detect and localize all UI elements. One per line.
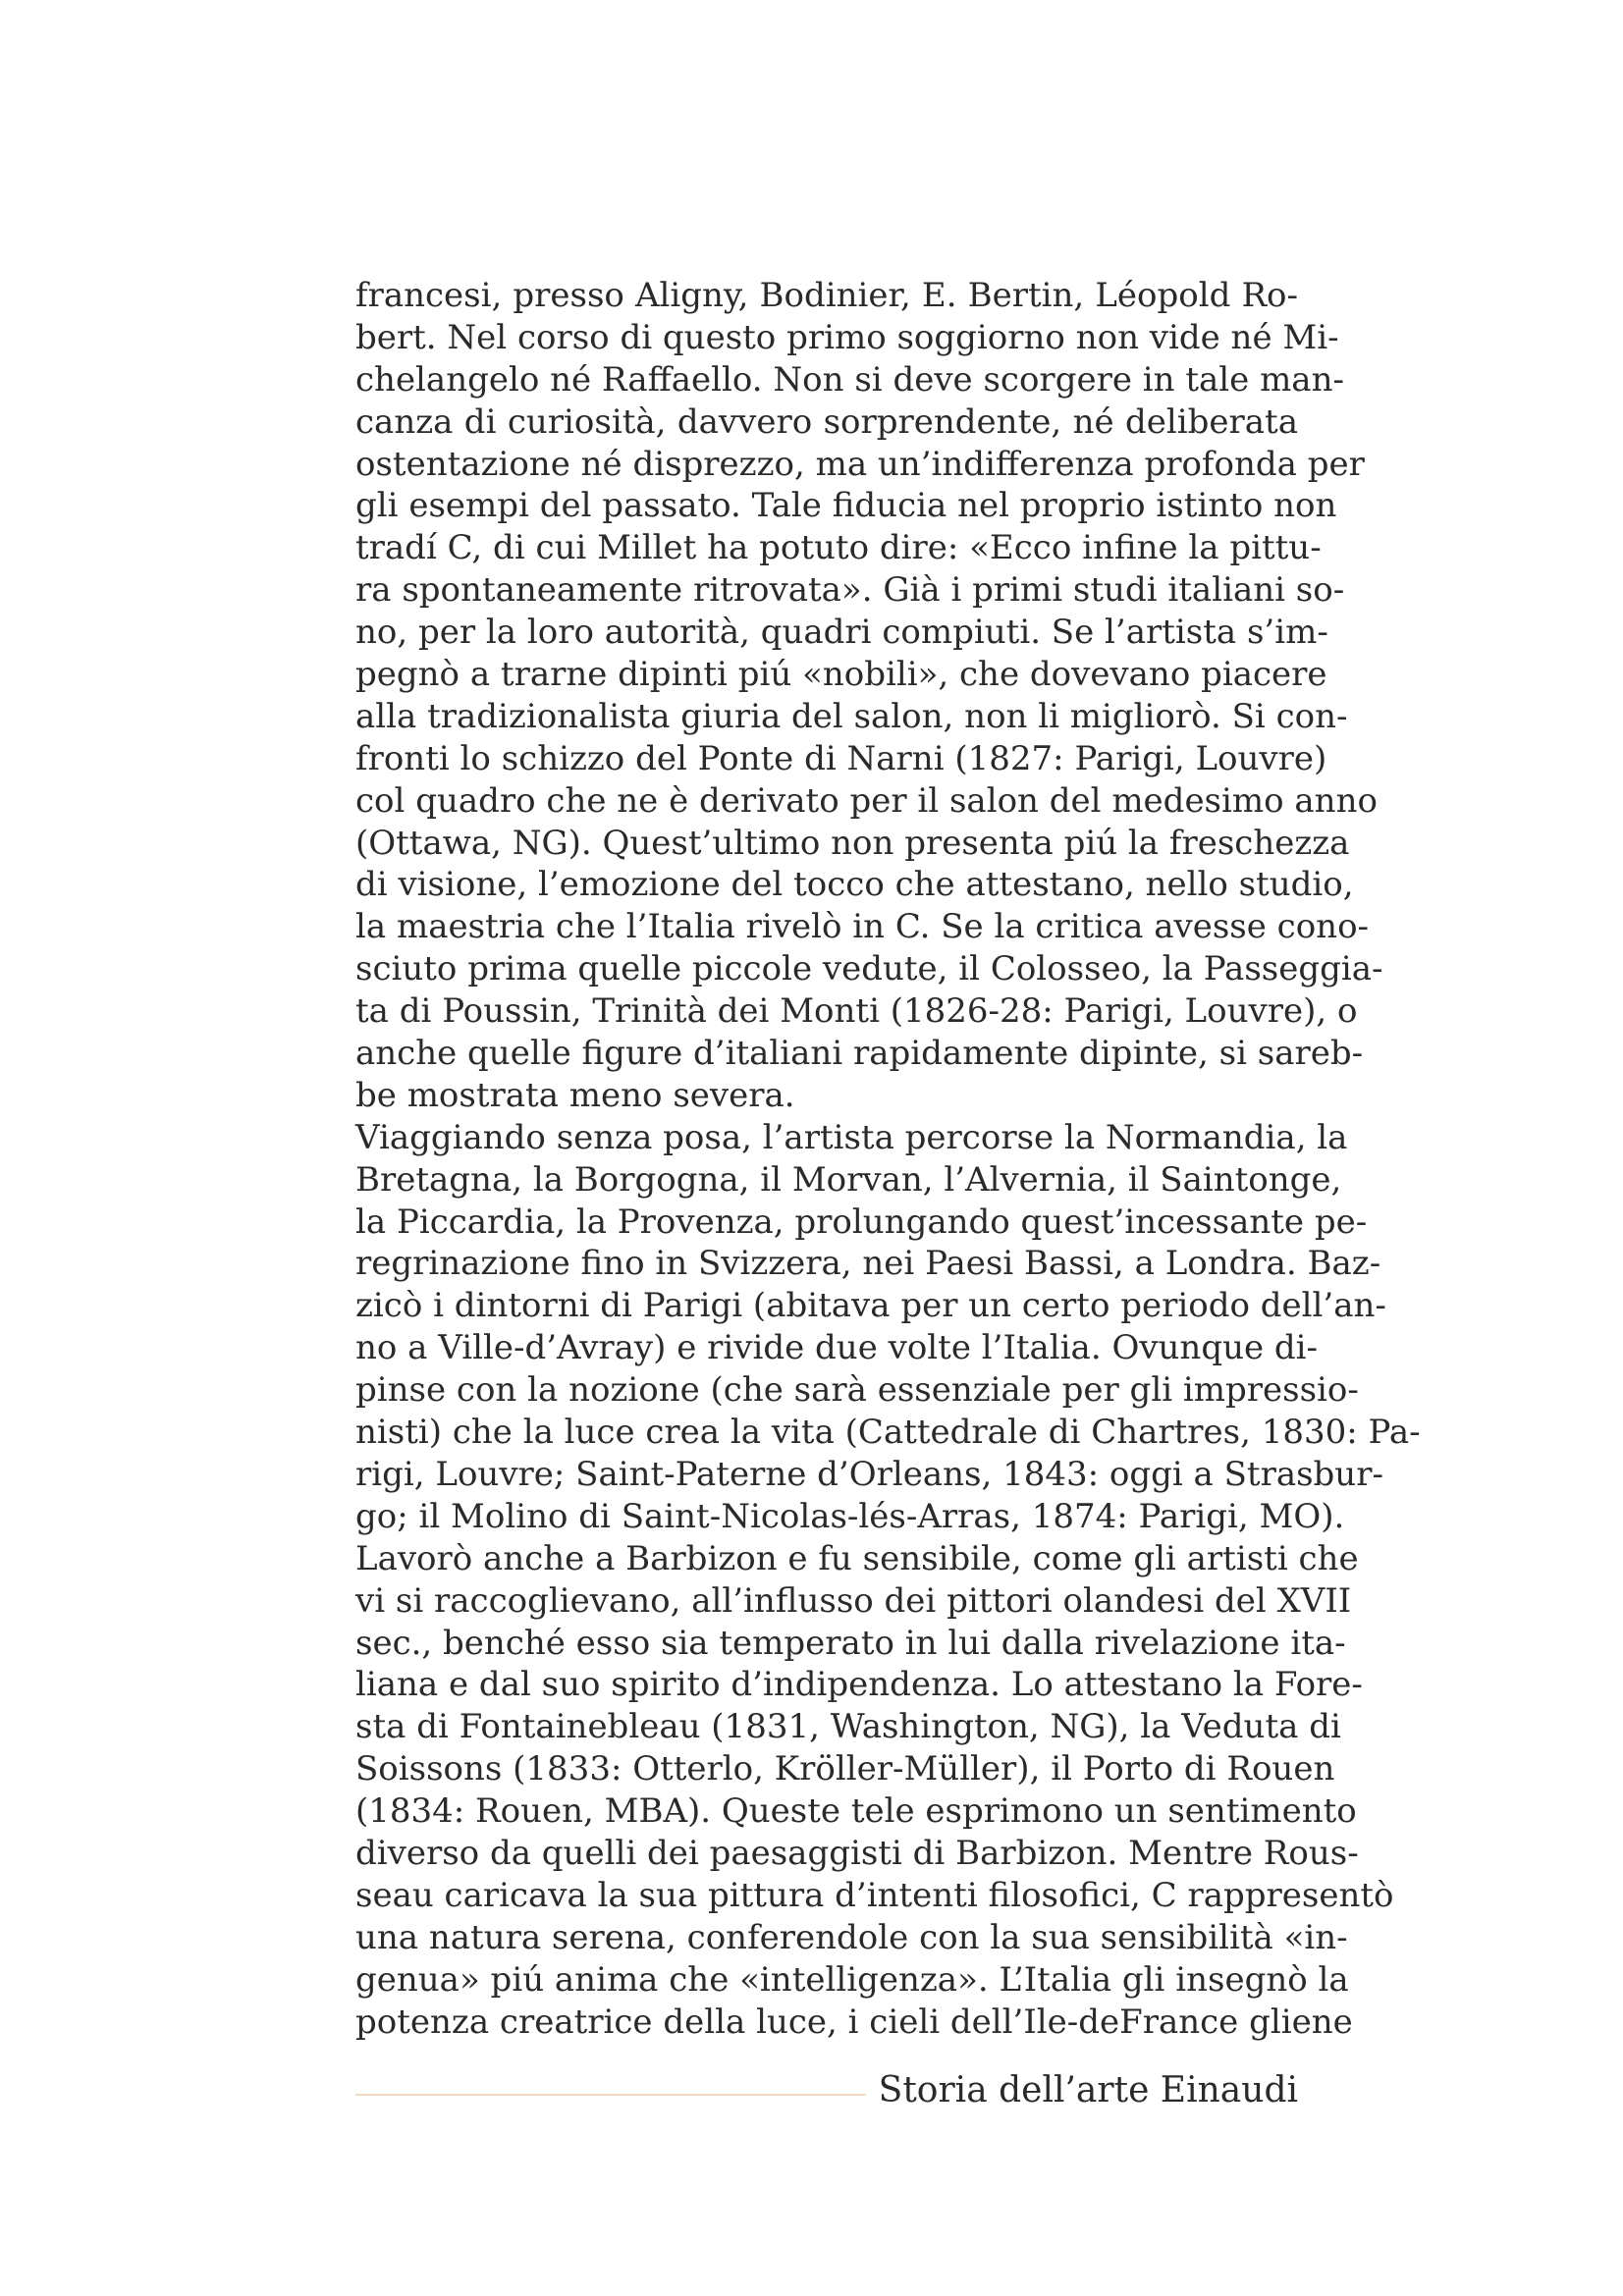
page-footer [355,2066,1298,2115]
text-line: col quadro che ne è derivato per il salon del medesimo anno [355,780,1378,821]
text-line: francesi, presso Aligny, Bodinier, E. Bertin, Léopold Ro- [355,276,1298,315]
text-line: fronti lo schizzo del Ponte di Narni (1827: Parigi, Louvre) [355,738,1327,778]
text-line: (Ottawa, NG). Quest’ultimo non presenta piú la freschezza [355,823,1350,863]
footer-publisher-text: Storia dell’arte Einaudi [878,2070,1298,2110]
text-line: nisti) che la luce crea la vita (Cattedrale di Chartres, 1830: Pa- [355,1413,1421,1453]
text-line: la Piccardia, la Provenza, prolungando quest’incessante pe- [355,1201,1368,1242]
text-line: pegnò a trarne dipinti piú «nobili», che dovevano piacere [355,655,1327,695]
text-line: vi si raccoglievano, all’influsso dei pittori olandesi del XVII [355,1580,1352,1621]
text-line: diverso da quelli dei paesaggisti di Barbizon. Mentre Rous- [355,1833,1359,1873]
text-line: regrinazione fino in Svizzera, nei Paesi Bassi, a Londra. Baz- [355,1244,1381,1284]
text-line: bert. Nel corso di questo primo soggiorno non vide né Mi- [355,317,1339,357]
text-line: canza di curiosità, davvero sorprendente, né deliberata [355,401,1298,442]
text-line: Lavorò anche a Barbizon e fu sensibile, come gli artisti che [355,1538,1359,1578]
text-line: no, per la loro autorità, quadri compiuti. Se l’artista s’im- [355,613,1328,653]
text-line: pinse con la nozione (che sarà essenziale per gli impressio- [355,1370,1359,1411]
text-line: potenza creatrice della luce, i cieli dell’Ile-deFrance gliene [355,2002,1353,2042]
text-line: genua» piú anima che «intelligenza». L’Italia gli insegnò la [355,1959,1349,2000]
text-line: (1834: Rouen, MBA). Queste tele esprimono un sentimento [355,1791,1357,1832]
text-line: gli esempi del passato. Tale fiducia nel proprio istinto non [355,486,1337,526]
text-line: go; il Molino di Saint-Nicolas-lés-Arras, 1874: Parigi, MO). [355,1496,1345,1536]
article-body [355,275,1421,2043]
text-line: di visione, l’emozione del tocco che attestano, nello studio, [355,865,1354,905]
text-line: no a Ville-d’Avray) e rivide due volte l’Italia. Ovunque di- [355,1328,1319,1368]
text-line: Soissons (1833: Otterlo, Kröller-Müller), il Porto di Rouen [355,1749,1335,1789]
text-line: rigi, Louvre; Saint-Paterne d’Orleans, 1843: oggi a Strasbur- [355,1454,1383,1494]
text-line: Bretagna, la Borgogna, il Morvan, l’Alvernia, il Saintonge, [355,1159,1342,1200]
text-line: ta di Poussin, Trinità dei Monti (1826-28: Parigi, Louvre), o [355,991,1358,1032]
text-line: la maestria che l’Italia rivelò in C. Se la critica avesse cono- [355,907,1370,947]
text-line: tradí C, di cui Millet ha potuto dire: «Ecco infine la pittu- [355,528,1322,568]
text-line: Viaggiando senza posa, l’artista percorse la Normandia, la [355,1117,1348,1157]
text-line: una natura serena, conferendole con la sua sensibilità «in- [355,1917,1348,1957]
text-line: be mostrata meno severa. [355,1075,795,1115]
text-line: alla tradizionalista giuria del salon, non li migliorò. Si con- [355,696,1348,736]
text-line: zicò i dintorni di Parigi (abitava per un certo periodo dell’an- [355,1286,1386,1326]
text-line: seau caricava la sua pittura d’intenti filosofici, C rappresentò [355,1875,1394,1915]
text-line: sciuto prima quelle piccole vedute, il Colosseo, la Passeggia- [355,949,1383,989]
text-line: sec., benché esso sia temperato in lui dalla rivelazione ita- [355,1623,1346,1663]
text-line: chelangelo né Raffaello. Non si deve scorgere in tale man- [355,359,1344,400]
text-line: ostentazione né disprezzo, ma un’indifferenza profonda per [355,444,1365,484]
text-line: sta di Fontainebleau (1831, Washington, NG), la Veduta di [355,1707,1341,1747]
text-line: anche quelle figure d’italiani rapidamente dipinte, si sareb- [355,1034,1364,1074]
footer-rule [355,2094,866,2096]
text-line: liana e dal suo spirito d’indipendenza. Lo attestano la Fore- [355,1665,1363,1705]
text-line: ra spontaneamente ritrovata». Già i primi studi italiani so- [355,570,1345,611]
